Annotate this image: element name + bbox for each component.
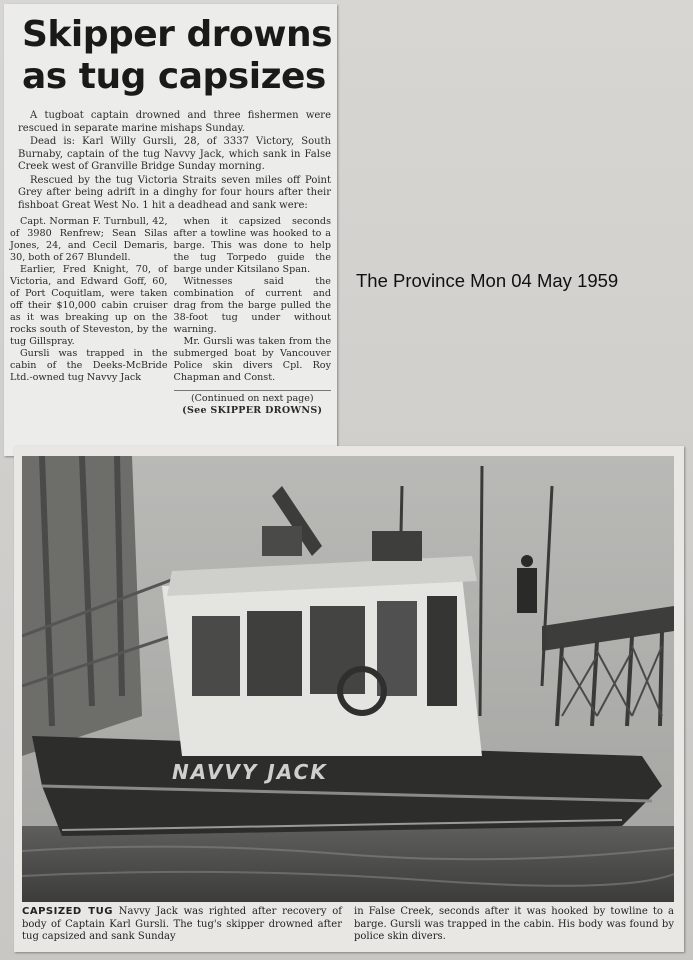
lede-paragraph: A tugboat captain drowned and three fishermen were rescued in separate marine mishaps Sunday. [18, 110, 331, 134]
tugboat-photo [22, 456, 674, 902]
headline: Skipper drowns as tug capsizes [22, 14, 333, 97]
newspaper-clipping-photo [14, 446, 684, 952]
photo-caption-left [22, 906, 342, 944]
source-date-note: The Province Mon 04 May 1959 [356, 270, 619, 291]
photo-caption [22, 906, 674, 944]
hull-name-text: NAVVY JACK [172, 760, 328, 784]
newspaper-clipping-article [4, 4, 337, 456]
column-paragraph: when it capsized seconds after a towline was hooked to a barge. This was done to help the tug Torpedo guide the barge under Kitsilano Span. [173, 216, 331, 275]
article-column-left [10, 216, 168, 417]
see-reference: (See SKIPPER DROWNS) [182, 405, 323, 416]
column-paragraph: Capt. Norman F. Turnbull, 42, of 3980 Renfrew; Sean Silas Jones, 24, and Cecil Demaris, 30, both of 267 Blundell. [10, 216, 168, 263]
lede [18, 110, 331, 212]
continued-note: (Continued on next page) [190, 393, 314, 404]
column-paragraph: Witnesses said the combination of current and drag from the barge pulled the 38-foot tug under without warning. [173, 276, 331, 335]
lede-paragraph: Rescued by the tug Victoria Straits seven miles off Point Grey after being adrift in a dinghy for four hours after their fishboat Great West No. 1 hit a deadhead and sank were: [18, 174, 331, 211]
divider [174, 390, 332, 391]
caption-text: Navvy Jack was righted after recovery of body of Captain Karl Gursli. The tug's skipper drowned after tug capsized and sank Sunday [22, 906, 342, 942]
column-paragraph: Gursli was trapped in the cabin of the Deeks-McBride Ltd.-owned tug Navvy Jack [10, 348, 168, 383]
article-column-right [174, 216, 332, 417]
caption-kicker: CAPSIZED TUG [22, 906, 113, 917]
column-paragraph: Earlier, Fred Knight, 70, of Victoria, and Edward Goff, 60, of Port Coquitlam, were taken off their $10,000 cabin cruiser as it was breaking up on the rocks south of Steveston, by the tug Gillspray. [10, 264, 168, 347]
article-columns [10, 216, 331, 417]
lede-paragraph: Dead is: Karl Willy Gursli, 28, of 3337 Victory, South Burnaby, captain of the tug Navvy Jack, which sank in False Creek west of Granville Bridge Sunday morning. [18, 136, 331, 172]
column-paragraph: Mr. Gursli was taken from the submerged boat by Vancouver Police skin divers Cpl. Roy Chapman and Const. [173, 336, 331, 383]
photo-caption-right: in False Creek, seconds after it was hooked by towline to a barge. Gursli was trapped in the cabin. His body was found by police skin divers. [354, 906, 674, 942]
